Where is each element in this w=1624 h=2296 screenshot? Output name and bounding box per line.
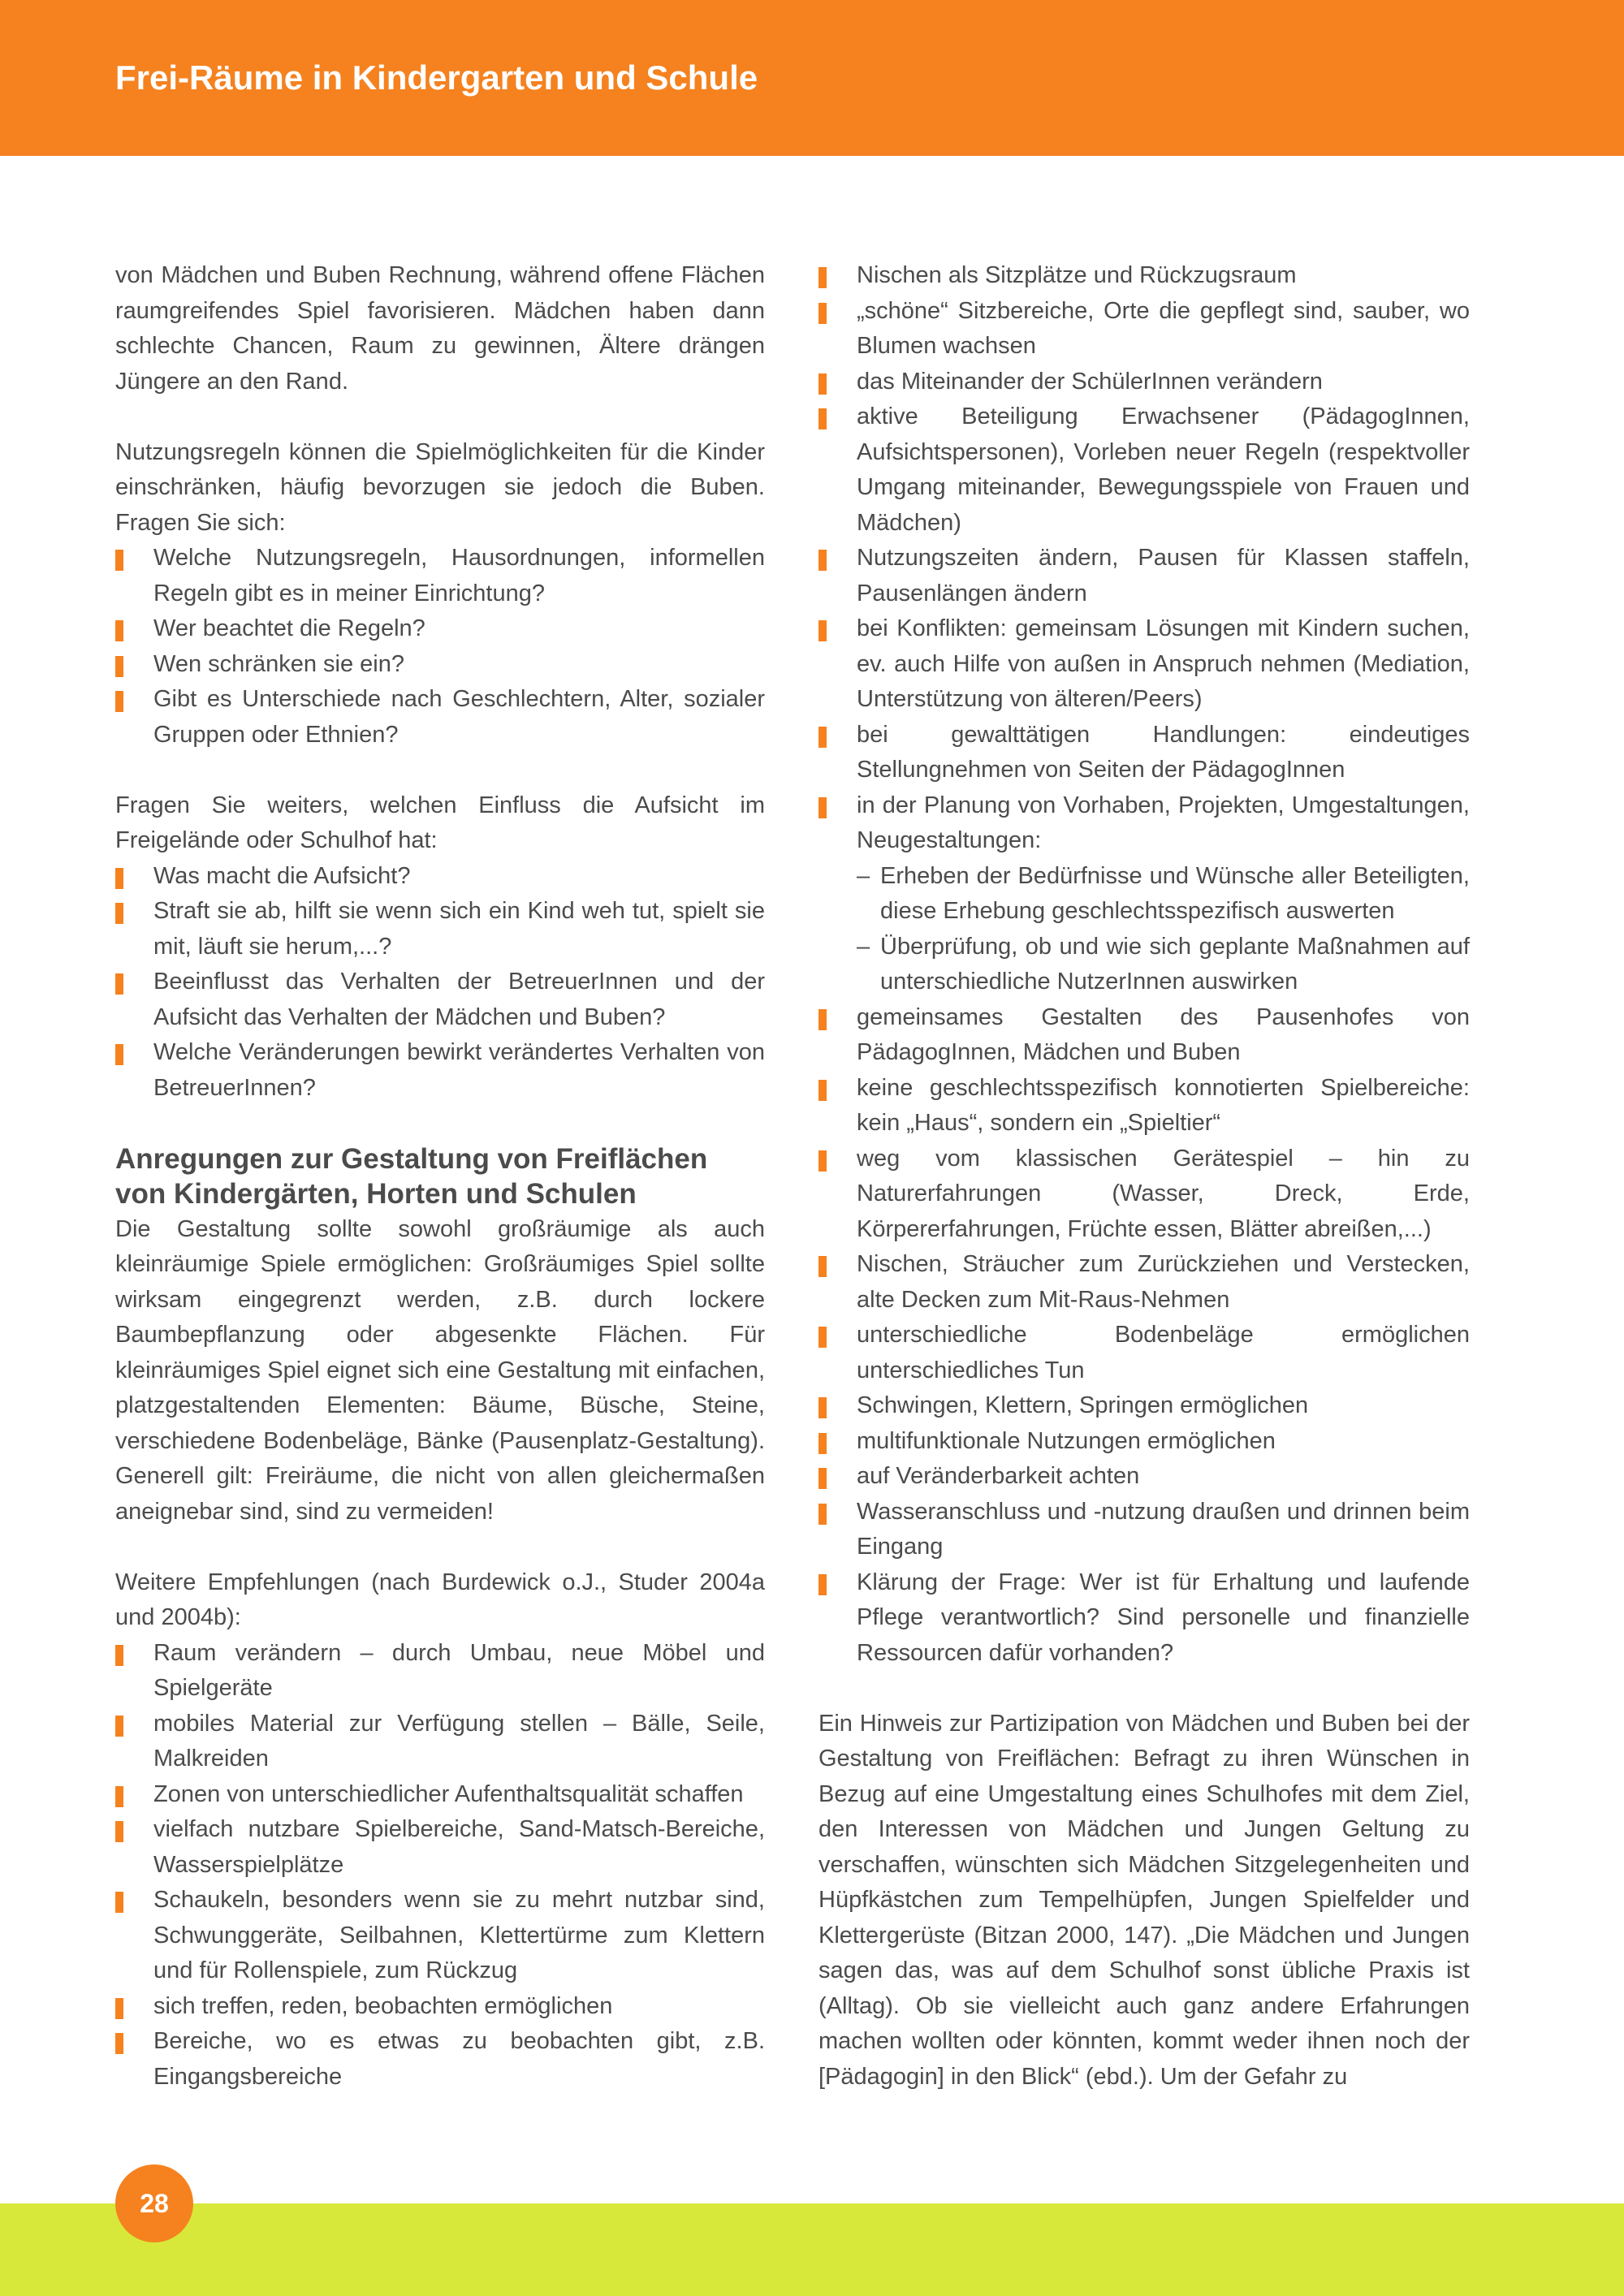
right-paragraph-1: Ein Hinweis zur Partizipation von Mädchen und Buben bei der Gestaltung von Freiflächen: Befragt zu ihren Wünschen in Bezug auf eine Umgestaltung eines Schulhofes mit dem Ziel, den Interessen von Mädchen und Jungen Geltung zu verschaffen, wünschten sich Mädchen Sitzgelegenheiten und Hüpfkästchen zum Tempelhüpfen, Jungen Spielfelder und Klettergerüste (Bitzan 2000, 147). „Die Mädchen und Jungen sagen das, was auf dem Schulhof sonst übliche Praxis ist (Alltag). Ob sie vielleicht auch ganz andere Erfahrungen machen wollten oder könnten, kommt weder ihnen noch der [Pädagogin] in den Blick“ (ebd.). Um der Gefahr zu bbox=[818, 1710, 1470, 2090]
recommendations-list-more bbox=[818, 1000, 1470, 1672]
list-item bbox=[818, 1142, 1470, 1248]
left-column bbox=[115, 258, 765, 2095]
orange-bullet-icon bbox=[818, 303, 827, 324]
sub-list-item-text: Erheben der Bedürfnisse und Wünsche aller Beteiligten, diese Erhebung geschlechtsspezifisch auswerten bbox=[880, 862, 1470, 924]
orange-bullet-icon bbox=[818, 1327, 827, 1348]
list-item-text: Raum verändern – durch Umbau, neue Möbel und Spielgeräte bbox=[153, 1639, 765, 1701]
list-item-text: auf Veränderbarkeit achten bbox=[857, 1463, 1140, 1489]
orange-bullet-icon bbox=[818, 1468, 827, 1489]
list-item-text: Welche Nutzungsregeln, Hausordnungen, informellen Regeln gibt es in meiner Einrichtung? bbox=[153, 545, 765, 606]
orange-bullet-icon bbox=[818, 727, 827, 748]
questions-supervision-list bbox=[115, 859, 765, 1107]
orange-bullet-icon bbox=[115, 1645, 123, 1666]
list-item bbox=[818, 399, 1470, 541]
list-item-text: „schöne“ Sitzbereiche, Orte die gepflegt sind, sauber, wo Blumen wachsen bbox=[857, 297, 1470, 359]
list-item-text: das Miteinander der SchülerInnen verändern bbox=[857, 368, 1323, 395]
list-item bbox=[818, 1565, 1470, 1672]
list-item-text: Wer beachtet die Regeln? bbox=[153, 615, 425, 641]
list-item bbox=[818, 541, 1470, 611]
orange-bullet-icon bbox=[818, 373, 827, 395]
list-item-text: Gibt es Unterschiede nach Geschlechtern, Alter, sozialer Gruppen oder Ethnien? bbox=[153, 686, 765, 748]
list-item bbox=[115, 682, 765, 753]
list-item-text: Beeinflusst das Verhalten der BetreuerInnen und der Aufsicht das Verhalten der Mädchen und Buben? bbox=[153, 969, 765, 1030]
left-paragraph-2: Nutzungsregeln können die Spielmöglichkeiten für die Kinder einschränken, häufig bevorzugen sie jedoch die Buben. Fragen Sie sich: bbox=[115, 438, 765, 536]
footer-band bbox=[0, 2203, 1624, 2296]
dash-marker: – bbox=[857, 862, 870, 889]
list-item-text: Zonen von unterschiedlicher Aufenthaltsqualität schaffen bbox=[153, 1780, 744, 1807]
orange-bullet-icon bbox=[115, 656, 123, 677]
list-item bbox=[115, 1883, 765, 1989]
list-item-text: Welche Veränderungen bewirkt verändertes Verhalten von BetreuerInnen? bbox=[153, 1039, 765, 1101]
dash-marker: – bbox=[857, 933, 870, 960]
orange-bullet-icon bbox=[818, 620, 827, 641]
orange-bullet-icon bbox=[115, 691, 123, 712]
orange-bullet-icon bbox=[818, 1009, 827, 1030]
left-paragraph-1: von Mädchen und Buben Rechnung, während offene Flächen raumgreifendes Spiel favorisieren. Mädchen haben dann schlechte Chancen, Raum zu gewinnen, Ältere drängen Jüngere an den Rand. bbox=[115, 262, 765, 395]
list-item-text: Nutzungszeiten ändern, Pausen für Klassen staffeln, Pausenlängen ändern bbox=[857, 545, 1470, 606]
list-item bbox=[115, 1035, 765, 1106]
list-item bbox=[115, 2024, 765, 2095]
orange-bullet-icon bbox=[818, 408, 827, 429]
sub-list-item bbox=[818, 930, 1470, 1000]
list-item bbox=[115, 647, 765, 683]
page-header bbox=[0, 0, 1624, 156]
list-item bbox=[818, 294, 1470, 365]
list-item-text: Schwingen, Klettern, Springen ermöglichen bbox=[857, 1392, 1309, 1418]
list-item-text: vielfach nutzbare Spielbereiche, Sand-Matsch-Bereiche, Wasserspielplätze bbox=[153, 1816, 765, 1878]
recommendations-list-continued bbox=[818, 258, 1470, 859]
orange-bullet-icon bbox=[115, 1044, 123, 1065]
orange-bullet-icon bbox=[115, 1998, 123, 2019]
right-column bbox=[818, 258, 1470, 2095]
list-item-text: unterschiedliche Bodenbeläge ermöglichen unterschiedliches Tun bbox=[857, 1322, 1470, 1383]
orange-bullet-icon bbox=[818, 1256, 827, 1277]
list-item bbox=[115, 541, 765, 611]
orange-bullet-icon bbox=[115, 620, 123, 641]
list-item bbox=[818, 788, 1470, 859]
list-item-text: gemeinsames Gestalten des Pausenhofes von PädagogInnen, Mädchen und Buben bbox=[857, 1003, 1470, 1065]
list-item bbox=[818, 1424, 1470, 1460]
orange-bullet-icon bbox=[115, 1716, 123, 1737]
list-item-text: multifunktionale Nutzungen ermöglichen bbox=[857, 1427, 1276, 1454]
left-paragraph-4: Die Gestaltung sollte sowohl großräumige als auch kleinräumige Spiele ermöglichen: Großräumiges Spiel sollte wirksam eingegrenzt werden, z.B. durch lockere Baumbepflanzung oder abgesenkte Flächen. Für kleinräumiges Spiel eignet sich eine Gestaltung mit einfachen, platzgestaltenden Elementen: Bäume, Büsche, Steine, verschiedene Bodenbeläge, Bänke (Pausenplatz-Gestaltung). Generell gilt: Freiräume, die nicht von allen gleichermaßen aneignebar sind, sind zu vermeiden! bbox=[115, 1215, 765, 1525]
list-item-text: in der Planung von Vorhaben, Projekten, Umgestaltungen, Neugestaltungen: bbox=[857, 792, 1470, 853]
list-item-text: Was macht die Aufsicht? bbox=[153, 862, 411, 889]
header-title: Frei-Räume in Kindergarten und Schule bbox=[115, 58, 758, 97]
list-item bbox=[115, 1707, 765, 1777]
list-item bbox=[818, 611, 1470, 718]
list-item bbox=[818, 1000, 1470, 1071]
list-item bbox=[818, 258, 1470, 294]
list-item-text: Klärung der Frage: Wer ist für Erhaltung und laufende Pflege verantwortlich? Sind personelle und finanzielle Ressourcen dafür vorhanden? bbox=[857, 1569, 1470, 1666]
orange-bullet-icon bbox=[115, 903, 123, 924]
list-item bbox=[115, 1989, 765, 2025]
list-item-text: aktive Beteiligung Erwachsener (PädagogInnen, Aufsichtspersonen), Vorleben neuer Regeln (respektvoller Umgang miteinander, Bewegungsspiele von Frauen und Mädchen) bbox=[857, 404, 1470, 536]
recommendations-list bbox=[115, 1636, 765, 2095]
sub-list-item bbox=[818, 859, 1470, 930]
list-item bbox=[818, 365, 1470, 400]
list-item bbox=[818, 1459, 1470, 1495]
orange-bullet-icon bbox=[818, 550, 827, 571]
orange-bullet-icon bbox=[115, 2033, 123, 2054]
list-item bbox=[818, 1247, 1470, 1318]
list-item bbox=[818, 1071, 1470, 1142]
orange-bullet-icon bbox=[818, 1150, 827, 1172]
list-item-text: Nischen als Sitzplätze und Rückzugsraum bbox=[857, 262, 1297, 288]
orange-bullet-icon bbox=[115, 1821, 123, 1842]
list-item bbox=[115, 894, 765, 965]
list-item-text: weg vom klassischen Gerätespiel – hin zu Naturerfahrungen (Wasser, Dreck, Erde, Körpererfahrungen, Früchte essen, Blätter abreißen,...) bbox=[857, 1145, 1470, 1242]
list-item-text: mobiles Material zur Verfügung stellen – Bälle, Seile, Malkreiden bbox=[153, 1710, 765, 1772]
list-item bbox=[115, 1777, 765, 1813]
list-item-text: bei gewalttätigen Handlungen: eindeutiges Stellungnehmen von Seiten der PädagogInnen bbox=[857, 721, 1470, 783]
list-item-text: Wen schränken sie ein? bbox=[153, 650, 404, 677]
list-item bbox=[115, 1812, 765, 1883]
left-paragraph-3: Fragen Sie weiters, welchen Einfluss die Aufsicht im Freigelände oder Schulhof hat: bbox=[115, 792, 765, 853]
list-item bbox=[115, 611, 765, 647]
questions-rules-list bbox=[115, 541, 765, 753]
list-item-text: Bereiche, wo es etwas zu beobachten gibt, z.B. Eingangsbereiche bbox=[153, 2028, 765, 2090]
orange-bullet-icon bbox=[115, 1892, 123, 1913]
list-item-text: Straft sie ab, hilft sie wenn sich ein Kind weh tut, spielt sie mit, läuft sie herum,...? bbox=[153, 898, 765, 960]
list-item-text: Nischen, Sträucher zum Zurückziehen und Verstecken, alte Decken zum Mit-Raus-Nehmen bbox=[857, 1251, 1470, 1313]
orange-bullet-icon bbox=[818, 1397, 827, 1418]
orange-bullet-icon bbox=[115, 973, 123, 995]
list-item-text: Wasseranschluss und -nutzung draußen und drinnen beim Eingang bbox=[857, 1498, 1470, 1560]
sub-list-item-text: Überprüfung, ob und wie sich geplante Maßnahmen auf unterschiedliche NutzerInnen auswirken bbox=[880, 933, 1470, 995]
list-item-text: bei Konflikten: gemeinsam Lösungen mit Kindern suchen, ev. auch Hilfe von außen in Anspruch nehmen (Mediation, Unterstützung von älteren/Peers) bbox=[857, 615, 1470, 712]
section-heading: Anregungen zur Gestaltung von Freiflächen von Kindergärten, Horten und Schulen bbox=[115, 1142, 708, 1210]
list-item-text: keine geschlechtsspezifisch konnotierten Spielbereiche: kein „Haus“, sondern ein „Spieltier“ bbox=[857, 1074, 1470, 1136]
orange-bullet-icon bbox=[115, 1786, 123, 1807]
list-item bbox=[818, 1495, 1470, 1565]
list-item bbox=[115, 965, 765, 1035]
orange-bullet-icon bbox=[818, 1574, 827, 1595]
list-item-text: sich treffen, reden, beobachten ermöglichen bbox=[153, 1992, 613, 2019]
list-item bbox=[115, 1636, 765, 1707]
left-paragraph-5: Weitere Empfehlungen (nach Burdewick o.J., Studer 2004a und 2004b): bbox=[115, 1569, 765, 1630]
list-item-text: Schaukeln, besonders wenn sie zu mehrt nutzbar sind, Schwunggeräte, Seilbahnen, Klettertürme zum Klettern und für Rollenspiele, zum Rückzug bbox=[153, 1887, 765, 1983]
page-number: 28 bbox=[115, 2164, 193, 2242]
orange-bullet-icon bbox=[818, 1433, 827, 1454]
orange-bullet-icon bbox=[115, 550, 123, 571]
planning-sub-list bbox=[818, 859, 1470, 1000]
orange-bullet-icon bbox=[115, 868, 123, 889]
orange-bullet-icon bbox=[818, 267, 827, 288]
orange-bullet-icon bbox=[818, 1080, 827, 1101]
orange-bullet-icon bbox=[818, 797, 827, 818]
list-item bbox=[818, 718, 1470, 788]
list-item bbox=[115, 859, 765, 895]
orange-bullet-icon bbox=[818, 1504, 827, 1525]
list-item bbox=[818, 1318, 1470, 1388]
list-item bbox=[818, 1388, 1470, 1424]
